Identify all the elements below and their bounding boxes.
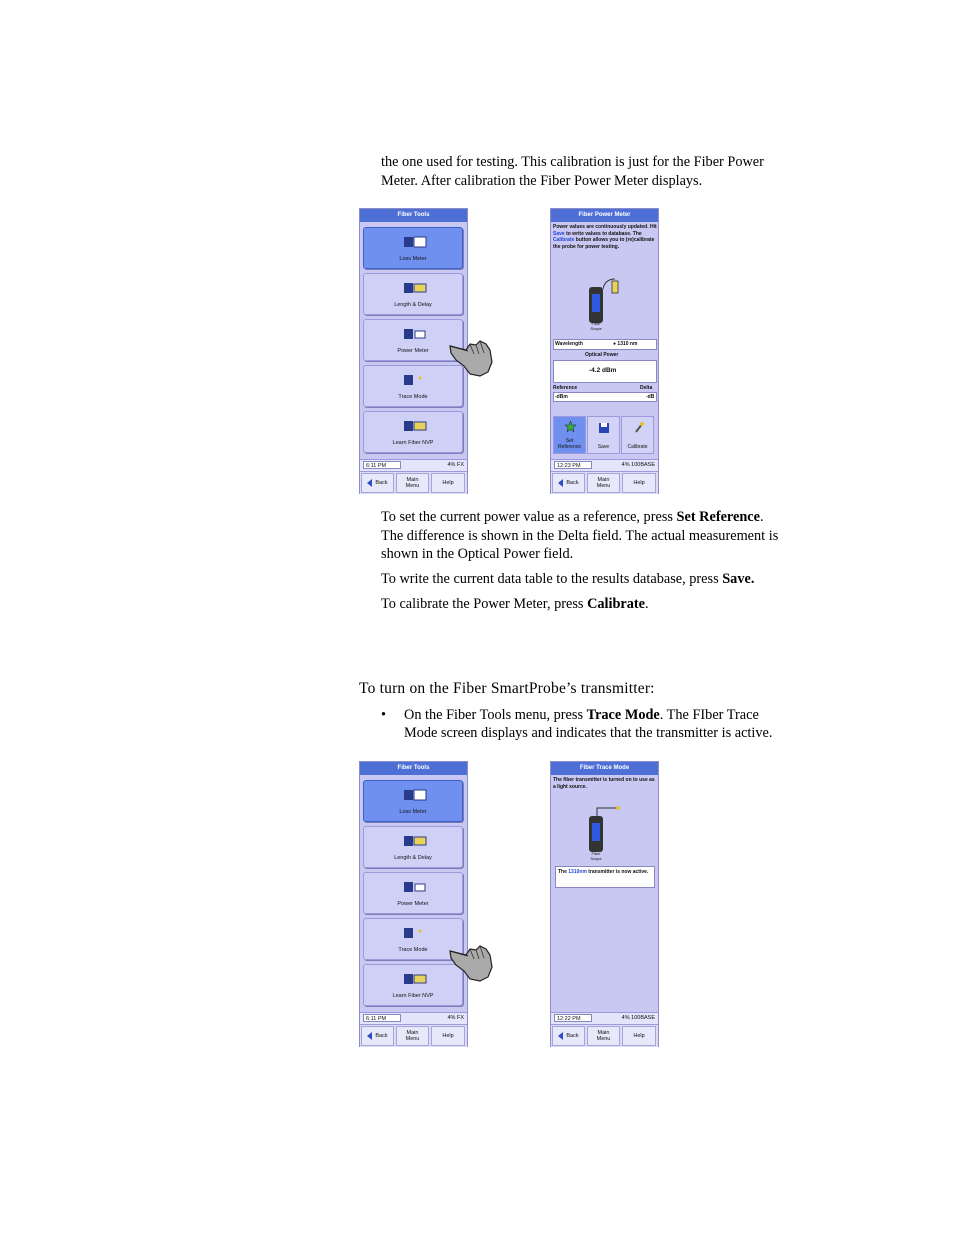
back-button[interactable] [361,1026,394,1046]
fiber-power-meter-screen [550,208,659,494]
trace-mode-icon [398,374,430,387]
screen-title: Fiber Trace Mode [551,762,658,775]
main-menu-button[interactable] [396,1026,429,1046]
wavelength-value[interactable]: ● 1310 nm [613,341,638,347]
instruction-delta-line: The difference is shown in the Delta field. The actual measurement is [381,528,779,544]
loss-meter-button[interactable] [363,780,463,822]
calibrate-button[interactable]: Calibrate [621,416,654,454]
menu-item-label: Trace Mode [398,947,428,953]
main-label-1: Main [406,477,419,483]
power-meter-icon [398,328,430,341]
status-bar [360,459,467,471]
loss-meter-button[interactable] [363,227,463,269]
fiber-trace-mode-screen [550,761,659,1047]
learn-fiber-nvp-button[interactable] [363,411,463,453]
calibrate-icon [633,421,645,433]
set-reference-button[interactable]: Set Reference [553,416,586,454]
probe-label: Fiber Scope [590,851,602,861]
length-delay-icon [398,282,430,295]
main-label-2: Menu [596,483,611,489]
intro-line-1: the one used for testing. This calibration is just for the Fiber Power [381,154,764,170]
main-menu-button[interactable] [587,473,620,493]
status-bar [551,1012,658,1024]
save-icon [598,422,610,434]
help-button[interactable] [622,1026,656,1046]
back-arrow-icon [558,479,563,487]
bullet-line-1: On the Fiber Tools menu, press Trace Mode. The FIber Trace [404,707,759,723]
section-lead: To turn on the Fiber SmartProbe’s transmitter: [359,680,655,697]
learn-nvp-icon [398,973,430,986]
menu-item-label: Loss Meter [399,809,427,815]
power-meter-description: Power values are continuously updated. Hit Save to write values to database. The Calibrate button allows you to (re)calibrate the probe for power testing. [553,224,657,250]
menu-item-label: Learn Fiber NVP [392,993,434,999]
bullet-line-2: Mode screen displays and indicates that the transmitter is active. [404,725,773,741]
status-bar [360,1012,467,1024]
help-label: Help [633,480,645,486]
main-label-2: Menu [405,483,420,489]
learn-nvp-icon [398,420,430,433]
connector-icon [603,275,621,303]
status-info: 4% FX [447,1015,464,1021]
reference-label: Reference [553,385,578,391]
probe-label: Fiber Scope [590,321,602,331]
power-meter-icon [398,881,430,894]
status-info: 4% 100BASE [621,462,655,468]
help-button[interactable] [622,473,656,493]
back-label: Back [566,1033,579,1039]
help-button[interactable] [431,473,465,493]
loss-meter-icon [398,789,430,802]
fiber-tools-screen-2 [359,761,468,1047]
main-label-2: Menu [596,1036,611,1042]
instruction-calibrate: To calibrate the Power Meter, press Calibrate. [381,596,649,612]
back-arrow-icon [558,1032,563,1040]
back-arrow-icon [367,479,372,487]
bullet-marker: • [381,707,387,723]
help-button[interactable] [431,1026,465,1046]
pointing-hand-icon [448,336,494,378]
nav-bar [360,1024,467,1047]
back-label: Back [375,1033,388,1039]
length-delay-button[interactable] [363,273,463,315]
nav-bar [551,471,658,494]
clock: 12:22 PM [554,1014,592,1022]
pointing-hand-icon [448,941,494,983]
delta-value: -dB [646,394,655,400]
wavelength-label: Wavelength [555,341,583,347]
menu-item-label: Length & Delay [394,302,432,308]
trace-mode-description: The fiber transmitter is turned on to use as a light source. [553,777,655,790]
status-info: 4% 100BASE [621,1015,655,1021]
reference-delta-row [553,392,657,402]
back-label: Back [375,480,388,486]
clock: 12:23 PM [554,461,592,469]
main-menu-button[interactable] [396,473,429,493]
nav-bar [551,1024,658,1047]
main-menu-button[interactable] [587,1026,620,1046]
menu-item-label: Learn Fiber NVP [392,440,434,446]
status-info: 4% FX [447,462,464,468]
back-label: Back [566,480,579,486]
save-button[interactable]: Save [587,416,620,454]
set-reference-icon [564,420,577,433]
menu-item-label: Trace Mode [398,394,428,400]
menu-item-label: Loss Meter [399,256,427,262]
screen-title: Fiber Power Meter [551,209,658,222]
nav-bar [360,471,467,494]
menu-item-label: Power Meter [397,348,429,354]
status-bar [551,459,658,471]
back-arrow-icon [367,1032,372,1040]
back-button[interactable] [361,473,394,493]
reference-value: -dBm [555,394,568,400]
help-label: Help [442,480,454,486]
instruction-save: To write the current data table to the results database, press Save. [381,571,755,587]
length-delay-button[interactable] [363,826,463,868]
clock: 6:11 PM [363,461,401,469]
help-label: Help [442,1033,454,1039]
probe-icon [589,287,603,323]
intro-line-2: Meter. After calibration the Fiber Power Meter displays. [381,173,703,189]
main-label-1: Main [597,477,610,483]
screen-title: Fiber Tools [360,209,467,222]
back-button[interactable] [552,1026,585,1046]
menu-item-label: Length & Delay [394,855,432,861]
optical-power-value: -4.2 dBm [589,367,617,374]
optical-power-label: Optical Power [585,352,619,358]
power-meter-button[interactable] [363,872,463,914]
back-button[interactable] [552,473,585,493]
delta-label: Delta [640,385,653,391]
main-label-2: Menu [405,1036,420,1042]
instruction-optical-line: shown in the Optical Power field. [381,546,574,562]
help-label: Help [633,1033,645,1039]
probe-icon [589,816,603,852]
screen-title: Fiber Tools [360,762,467,775]
loss-meter-icon [398,236,430,249]
menu-item-label: Power Meter [397,901,429,907]
main-label-1: Main [597,1030,610,1036]
instruction-set-reference: To set the current power value as a reference, press Set Reference. [381,509,764,525]
main-label-1: Main [406,1030,419,1036]
clock: 6:11 PM [363,1014,401,1022]
length-delay-icon [398,835,430,848]
transmitter-status-message: The 1310nm transmitter is now active. [558,869,649,875]
trace-mode-icon [398,927,430,940]
